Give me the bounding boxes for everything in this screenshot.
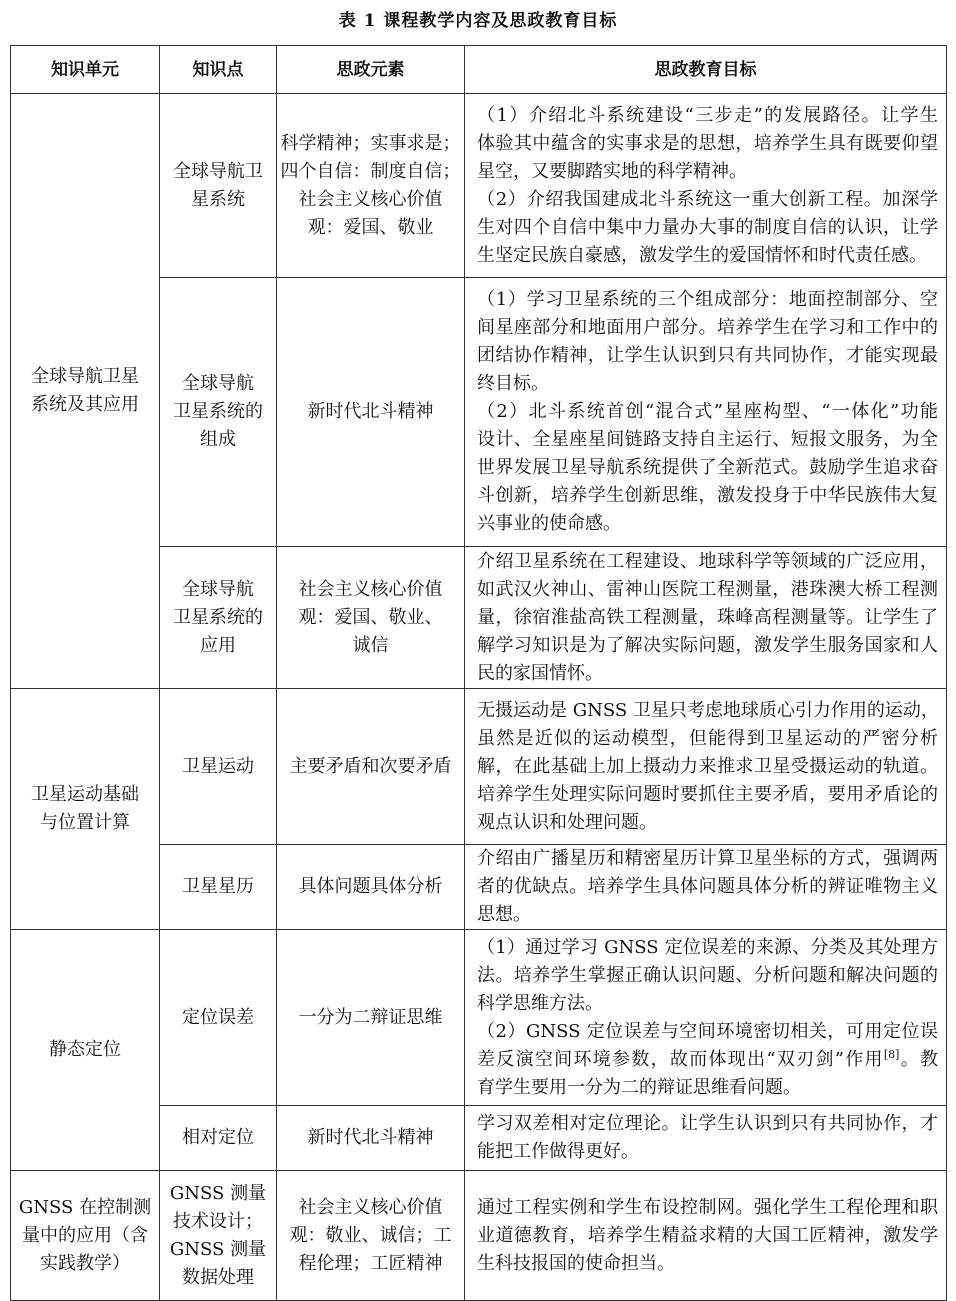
education-goal-text: 业道德教育，培养学生精益求精的大国工匠精神，激发学 bbox=[477, 1224, 938, 1246]
education-goal-text: 设计、全星座星间链路支持自主运行、短报文服务，为全 bbox=[477, 429, 938, 450]
knowledge-unit-text: GNSS 在控制测 bbox=[18, 1196, 152, 1218]
knowledge-point-cell bbox=[160, 1106, 277, 1171]
education-goal-text: 学习双差相对定位理论。让学生认识到只有共同协作，才 bbox=[477, 1113, 938, 1134]
knowledge-point-text: GNSS 测量 bbox=[169, 1238, 267, 1260]
knowledge-unit-text: 与位置计算 bbox=[40, 812, 130, 833]
education-goal-cell bbox=[465, 278, 947, 547]
knowledge-point-cell bbox=[160, 1171, 277, 1301]
education-goal-cell bbox=[465, 845, 947, 930]
education-goal-cell bbox=[465, 1106, 947, 1171]
knowledge-point-cell bbox=[160, 845, 277, 930]
knowledge-unit-cell bbox=[11, 94, 160, 689]
education-goal-text: （1）学习卫星系统的三个组成部分：地面控制部分、空 bbox=[477, 289, 938, 310]
education-goal-text: （2）GNSS 定位误差与空间环境密切相关，可用定位误 bbox=[477, 1020, 938, 1042]
ideological-element-text: 观：爱国、敬业 bbox=[307, 216, 434, 238]
ideological-element-text: 社会主义核心价值 bbox=[298, 578, 443, 600]
header-ideological-elements: 思政元素 bbox=[277, 46, 465, 94]
knowledge-point-text: 相对定位 bbox=[182, 1127, 254, 1148]
knowledge-unit-cell bbox=[11, 689, 160, 930]
ideological-element-text: 诚信 bbox=[352, 634, 389, 656]
education-goal-text: 如武汉火神山、雷神山医院工程测量，港珠澳大桥工程测 bbox=[477, 578, 938, 600]
education-goal-text: 生科技报国的使命担当。 bbox=[477, 1252, 675, 1274]
citation-superscript: [8] bbox=[883, 1047, 900, 1061]
education-goal-text: 法。培养学生掌握正确认识问题、分析问题和解决问题的 bbox=[477, 964, 938, 986]
ideological-element-cell bbox=[277, 1171, 465, 1301]
ideological-element-text: 观：敬业、诚信；工 bbox=[289, 1224, 452, 1246]
education-goal-text: 斗创新，培养学生创新思维，激发投身于中华民族伟大复 bbox=[477, 485, 938, 506]
knowledge-unit-text: 卫星运动基础 bbox=[31, 784, 139, 805]
education-goal-text: 无摄运动是 GNSS 卫星只考虑地球质心引力作用的运动， bbox=[477, 699, 939, 721]
ideological-element-text: 新时代北斗精神 bbox=[307, 1127, 434, 1148]
education-goal-text: （1）通过学习 GNSS 定位误差的来源、分类及其处理方 bbox=[477, 936, 938, 958]
education-goal-text: 科学思维方法。 bbox=[477, 992, 603, 1014]
knowledge-point-text: 定位误差 bbox=[182, 1006, 254, 1028]
education-goal-text: （1）介绍北斗系统建设“三步走”的发展路径。让学生 bbox=[477, 104, 938, 126]
knowledge-point-text: 卫星系统的 bbox=[173, 401, 263, 422]
knowledge-unit-text: 系统及其应用 bbox=[31, 394, 139, 415]
education-goal-text: 兴事业的使命感。 bbox=[477, 513, 621, 534]
education-goal-text: 终目标。 bbox=[477, 373, 549, 394]
knowledge-point-text: 全球导航 bbox=[182, 373, 254, 394]
education-goal-cell bbox=[465, 689, 947, 845]
education-goal-text: 虽然是近似的运动模型，但能得到卫星运动的严密分析 bbox=[477, 727, 938, 749]
ideological-element-text: 主要矛盾和次要矛盾 bbox=[289, 755, 452, 777]
knowledge-point-cell bbox=[160, 689, 277, 845]
education-goal-cell bbox=[465, 94, 947, 278]
knowledge-point-text: 卫星运动 bbox=[182, 755, 254, 777]
ideological-element-text: 四个自信：制度自信； bbox=[280, 160, 461, 182]
education-goal-text: 星空，又要脚踏实地的科学精神。 bbox=[477, 160, 747, 182]
ideological-element-text: 一分为二辩证思维 bbox=[298, 1006, 443, 1028]
education-goal-text: 育学生要用一分为二的辩证思维看问题。 bbox=[477, 1076, 801, 1098]
knowledge-point-text: 全球导航卫 bbox=[173, 160, 263, 182]
knowledge-point-text: 星系统 bbox=[191, 188, 245, 210]
education-goal-text: 介绍由广播星历和精密星历计算卫星坐标的方式，强调两 bbox=[477, 848, 938, 869]
ideological-element-cell bbox=[277, 930, 465, 1106]
ideological-element-cell bbox=[277, 1106, 465, 1171]
education-goal-text: 介绍卫星系统在工程建设、地球科学等领域的广泛应用， bbox=[477, 550, 938, 572]
ideological-element-text: 社会主义核心价值 bbox=[298, 188, 443, 210]
education-goal-text: 团结协作精神，让学生认识到只有共同协作，才能实现最 bbox=[477, 345, 938, 366]
ideological-element-cell bbox=[277, 689, 465, 845]
ideological-element-cell bbox=[277, 547, 465, 689]
header-knowledge-point: 知识点 bbox=[160, 46, 277, 94]
education-goal-text: 世界发展卫星导航系统提供了全新范式。鼓励学生追求奋 bbox=[477, 457, 938, 478]
knowledge-point-text: 技术设计； bbox=[173, 1210, 263, 1232]
education-goal-text: 解学习知识是为了解决实际问题，激发学生服务国家和人 bbox=[477, 634, 938, 656]
knowledge-point-text: 数据处理 bbox=[182, 1266, 254, 1288]
ideological-element-text: 科学精神；实事求是； bbox=[280, 132, 461, 154]
course-content-table bbox=[10, 45, 947, 1301]
education-goal-cell bbox=[465, 930, 947, 1106]
knowledge-point-text: 卫星星历 bbox=[182, 876, 254, 897]
table-row bbox=[11, 689, 947, 845]
knowledge-unit-text: 静态定位 bbox=[49, 1039, 121, 1060]
knowledge-unit-text: 量中的应用（含 bbox=[22, 1224, 148, 1246]
education-goal-text: 能把工作做得更好。 bbox=[477, 1141, 639, 1162]
ideological-element-text: 观：爱国、敬业、 bbox=[298, 606, 443, 628]
knowledge-unit-text: 全球导航卫星 bbox=[31, 366, 139, 387]
knowledge-point-cell bbox=[160, 94, 277, 278]
knowledge-unit-cell bbox=[11, 1171, 160, 1301]
education-goal-text: 体验其中蕴含的实事求是的思想，培养学生具有既要仰望 bbox=[477, 132, 938, 154]
ideological-element-cell bbox=[277, 845, 465, 930]
education-goal-text: 观点认识和处理问题。 bbox=[477, 811, 657, 833]
header-education-goals: 思政教育目标 bbox=[465, 46, 947, 94]
education-goal-text: 间星座部分和地面用户部分。培养学生在学习和工作中的 bbox=[477, 317, 938, 338]
header-knowledge-unit: 知识单元 bbox=[11, 46, 160, 94]
knowledge-point-text: 组成 bbox=[200, 429, 236, 450]
education-goal-text: 民的家国情怀。 bbox=[477, 662, 603, 684]
education-goal-text: 生对四个自信中集中力量办大事的制度自信的认识，让学 bbox=[477, 216, 938, 238]
table-caption: 表 1 课程教学内容及思政教育目标 bbox=[338, 11, 618, 31]
education-goal-text: 解，在此基础上加上摄动力来推求卫星受摄运动的轨道。 bbox=[477, 755, 938, 777]
education-goal-text: 者的优缺点。培养学生具体问题具体分析的辨证唯物主义 bbox=[477, 876, 938, 897]
knowledge-point-cell bbox=[160, 930, 277, 1106]
ideological-element-text: 社会主义核心价值 bbox=[298, 1196, 443, 1218]
knowledge-point-text: 应用 bbox=[200, 634, 236, 656]
education-goal-text: 生坚定民族自豪感，激发学生的爱国情怀和时代责任感。 bbox=[477, 244, 927, 266]
education-goal-text: （2）北斗系统首创“混合式”星座构型、“一体化”功能 bbox=[477, 401, 938, 422]
table-row bbox=[11, 930, 947, 1106]
knowledge-point-cell bbox=[160, 278, 277, 547]
knowledge-unit-text: 实践教学） bbox=[40, 1252, 130, 1274]
education-goal-cell bbox=[465, 1171, 947, 1301]
education-goal-text: 量，徐宿淮盐高铁工程测量，珠峰高程测量等。让学生了 bbox=[477, 606, 938, 628]
education-goal-text: 培养学生处理实际问题时要抓住主要矛盾，要用矛盾论的 bbox=[477, 783, 938, 805]
ideological-element-text: 具体问题具体分析 bbox=[298, 876, 443, 897]
ideological-element-text: 新时代北斗精神 bbox=[307, 401, 434, 422]
knowledge-point-text: 全球导航 bbox=[182, 578, 254, 600]
knowledge-point-cell bbox=[160, 547, 277, 689]
education-goal-cell bbox=[465, 547, 947, 689]
education-goal-text: （2）介绍我国建成北斗系统这一重大创新工程。加深学 bbox=[477, 188, 938, 210]
ideological-element-cell bbox=[277, 278, 465, 547]
table-header-row bbox=[11, 46, 947, 94]
knowledge-point-text: GNSS 测量 bbox=[169, 1182, 267, 1204]
education-goal-text: 通过工程实例和学生布设控制网。强化学生工程伦理和职 bbox=[477, 1196, 938, 1218]
knowledge-unit-cell bbox=[11, 930, 160, 1171]
education-goal-text: 思想。 bbox=[477, 904, 531, 925]
knowledge-point-text: 卫星系统的 bbox=[173, 606, 263, 628]
education-goal-text: 差反演空间环境参数，故而体现出“双刃剑”作用[8]。教 bbox=[477, 1047, 939, 1070]
table-body bbox=[11, 94, 947, 1301]
ideological-element-text: 程伦理；工匠精神 bbox=[298, 1252, 443, 1274]
ideological-element-cell bbox=[277, 94, 465, 278]
table-row bbox=[11, 94, 947, 278]
table-row bbox=[11, 1171, 947, 1301]
